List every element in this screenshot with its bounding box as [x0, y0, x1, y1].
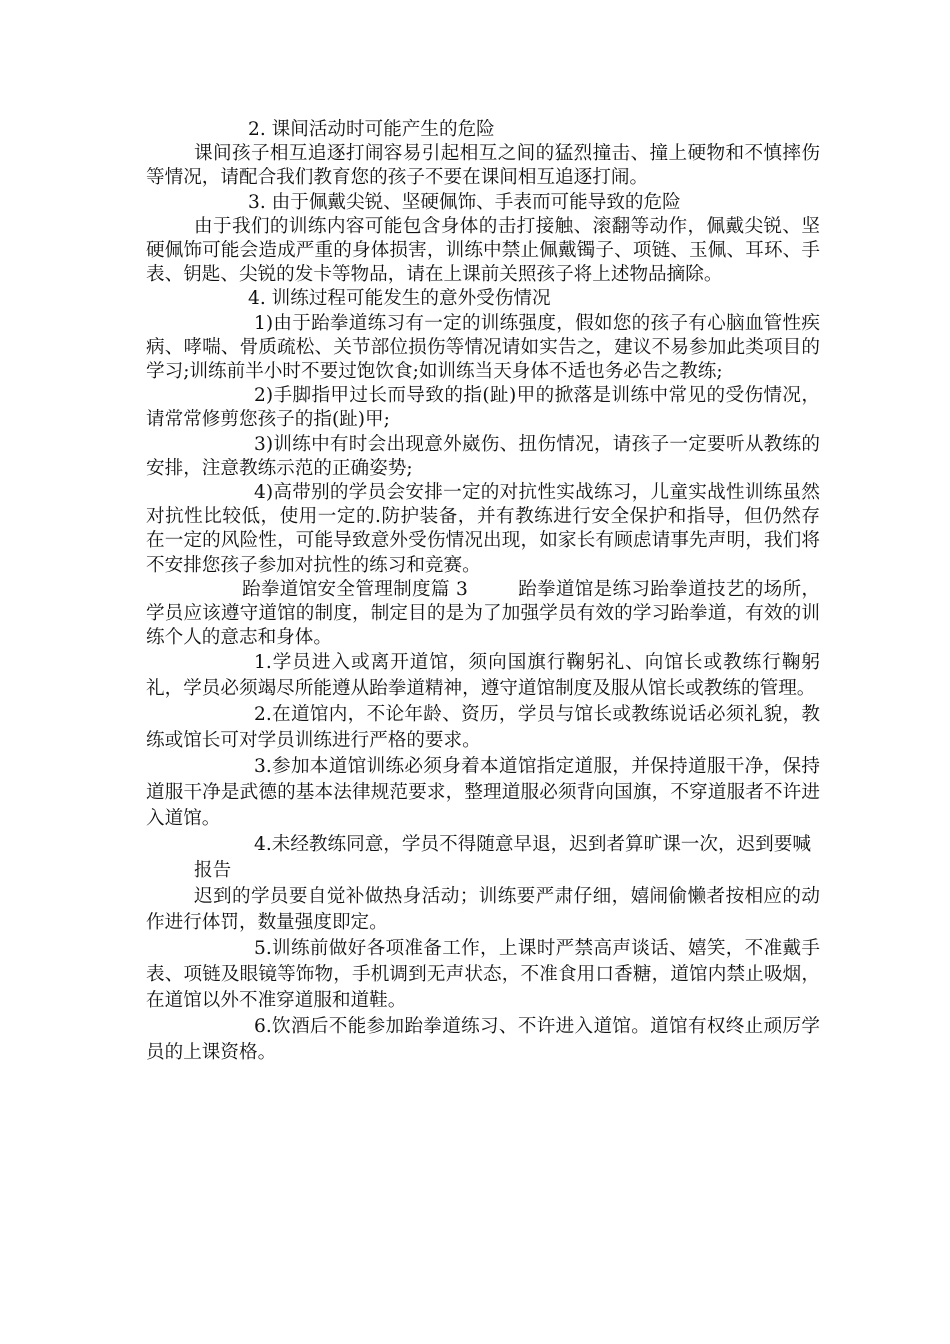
injury-item-2: 2)手脚指甲过长而导致的指(趾)甲的掀落是训练中常见的受伤情况，请常常修剪您孩子的指(趾)甲; — [146, 385, 820, 431]
heading-2: 2. 课间活动时可能产生的危险 — [248, 119, 495, 140]
injury-item-3: 3)训练中有时会出现意外崴伤、扭伤情况，请孩子一定要听从教练的安排，注意教练示范的正确姿势; — [146, 433, 820, 479]
paragraph-2: 课间孩子相互追逐打闹容易引起相互之间的猛烈撞击、撞上硬物和不慎摔伤等情况，请配合我们教育您的孩子不要在课间相互追逐打闹。 — [146, 143, 820, 189]
rule-6: 6.饮酒后不能参加跆拳道练习、不许进入道馆。道馆有权终止顽厉学员的上课资格。 — [146, 1016, 820, 1064]
section-3-paragraph — [146, 578, 820, 651]
rule-5: 5.训练前做好各项准备工作，上课时严禁高声谈话、嬉笑，不准戴手表、项链及眼镜等饰物，手机调到无声状态，不准食用口香糖，道馆内禁止吸烟，在道馆以外不准穿道服和道鞋。 — [146, 938, 820, 1012]
rule-2: 2.在道馆内，不论年龄、资历，学员与馆长或教练说话必须礼貌，教练或馆长可对学员训练进行严格的要求。 — [146, 704, 820, 752]
heading-4: 4. 训练过程可能发生的意外受伤情况 — [248, 288, 551, 310]
rule-1: 1.学员进入或离开道馆，须向国旗行鞠躬礼、向馆长或教练行鞠躬礼，学员必须竭尽所能遵从跆拳道精神，遵守道馆制度及服从馆长或教练的管理。 — [146, 652, 820, 700]
rule-4-report-word: 报告 — [194, 860, 232, 882]
section-title: 跆拳道馆安全管理制度篇 3 — [242, 578, 468, 600]
rule-4: 4.未经教练同意，学员不得随意早退，迟到者算旷课一次，迟到要喊 — [254, 834, 811, 856]
injury-item-1: 1)由于跆拳道练习有一定的训练强度，假如您的孩子有心脑血管性疾病、哮喘、骨质疏松、关节部位损伤等情况请如实告之，建议不易参加此类项目的学习;训练前半小时不要过饱饮食;如训练当天身体不适也务必告之教练; — [146, 312, 820, 383]
section-intro: 跆拳道馆是练习跆拳道技艺的场所，学员应该遵守道馆的制度，制定目的是为了加强学员有效的学习跆拳道，有效的训练个人的意志和身体。 — [146, 578, 820, 649]
heading-3: 3. 由于佩戴尖锐、坚硬佩饰、手表而可能导致的危险 — [248, 191, 681, 213]
rule-3: 3.参加本道馆训练必须身着本道馆指定道服，并保持道服干净，保持道服干净是武德的基本法律规范要求，整理道服必须背向国旗，不穿道服者不许进入道馆。 — [146, 756, 820, 830]
rule-4-continuation: 迟到的学员要自觉补做热身活动；训练要严肃仔细，嬉闹偷懒者按相应的动作进行体罚，数量强度即定。 — [146, 886, 820, 934]
paragraph-3: 由于我们的训练内容可能包含身体的击打接触、滚翻等动作，佩戴尖锐、坚硬佩饰可能会造成严重的身体损害，训练中禁止佩戴镯子、项链、玉佩、耳环、手表、钥匙、尖锐的发卡等物品，请在上课前关照孩子将上述物品摘除。 — [146, 215, 820, 286]
injury-item-4: 4)高带别的学员会安排一定的对抗性实战练习，儿童实战性训练虽然对抗性比较低，使用一定的.防护装备，并有教练进行安全保护和指导，但仍然存在一定的风险性，可能导致意外受伤情况出现，如家长有顾虑请事先声明，我们将不安排您孩子参加对抗性的练习和竞赛。 — [146, 482, 820, 576]
